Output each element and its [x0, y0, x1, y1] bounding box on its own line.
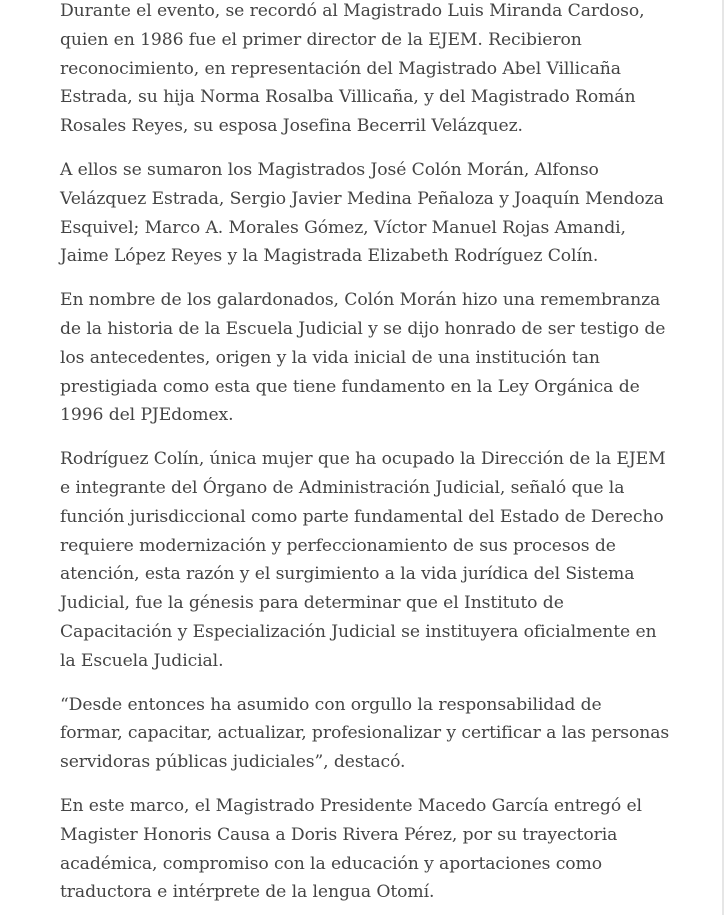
paragraph-line: Rodríguez Colín, única mujer que ha ocupado la Dirección de la EJEM	[60, 449, 666, 470]
paragraph-line: los antecedentes, origen y la vida inicial de una institución tan	[60, 347, 600, 368]
paragraph-line: función jurisdiccional como parte fundamental del Estado de Derecho	[60, 506, 664, 527]
paragraph-line: Judicial, fue la génesis para determinar que el Instituto de	[60, 593, 564, 614]
article-paragraph	[60, 286, 680, 430]
paragraph-line: servidoras públicas judiciales”, destacó.	[60, 752, 406, 773]
article-paragraph	[60, 691, 680, 777]
paragraph-line: formar, capacitar, actualizar, profesionalizar y certificar a las personas	[60, 723, 670, 744]
paragraph-line: Magister Honoris Causa a Doris Rivera Pérez, por su trayectoria	[60, 824, 618, 845]
paragraph-line: Esquivel; Marco A. Morales Gómez, Víctor Manuel Rojas Amandi,	[60, 217, 626, 238]
paragraph-line: Estrada, su hija Norma Rosalba Villicaña, y del Magistrado Román	[60, 87, 636, 108]
paragraph-line: Rosales Reyes, su esposa Josefina Becerril Velázquez.	[60, 116, 523, 137]
article-paragraph	[60, 445, 680, 675]
paragraph-line: reconocimiento, en representación del Magistrado Abel Villicaña	[60, 58, 621, 79]
paragraph-line: Velázquez Estrada, Sergio Javier Medina Peñaloza y Joaquín Mendoza	[60, 188, 664, 209]
paragraph-line: quien en 1986 fue el primer director de la EJEM. Recibieron	[60, 29, 582, 50]
paragraph-line: Capacitación y Especialización Judicial se instituyera oficialmente en	[60, 621, 657, 642]
article-paragraph	[60, 792, 680, 907]
article-paragraph	[60, 156, 680, 271]
paragraph-line: En nombre de los galardonados, Colón Morán hizo una remembranza	[60, 290, 661, 311]
paragraph-line: A ellos se sumaron los Magistrados José Colón Morán, Alfonso	[60, 159, 599, 180]
paragraph-line: e integrante del Órgano de Administración Judicial, señaló que la	[60, 477, 625, 498]
article-paragraph	[60, 0, 680, 141]
paragraph-line: de la historia de la Escuela Judicial y se dijo honrado de ser testigo de	[60, 318, 666, 339]
paragraph-line: requiere modernización y perfeccionamiento de sus procesos de	[60, 535, 616, 556]
paragraph-line: prestigiada como esta que tiene fundamento en la Ley Orgánica de	[60, 376, 640, 397]
paragraph-line: “Desde entonces ha asumido con orgullo la responsabilidad de	[60, 694, 602, 715]
article-body	[60, 0, 680, 922]
paragraph-line: Jaime López Reyes y la Magistrada Elizabeth Rodríguez Colín.	[60, 246, 599, 267]
paragraph-line: la Escuela Judicial.	[60, 650, 224, 671]
paragraph-line: En este marco, el Magistrado Presidente Macedo García entregó el	[60, 795, 642, 816]
paragraph-line: traductora e intérprete de la lengua Otomí.	[60, 882, 435, 903]
paragraph-line: 1996 del PJEdomex.	[60, 405, 234, 426]
paragraph-line: académica, compromiso con la educación y aportaciones como	[60, 853, 602, 874]
paragraph-line: Durante el evento, se recordó al Magistrado Luis Miranda Cardoso,	[60, 1, 645, 21]
paragraph-line: atención, esta razón y el surgimiento a la vida jurídica del Sistema	[60, 564, 635, 585]
